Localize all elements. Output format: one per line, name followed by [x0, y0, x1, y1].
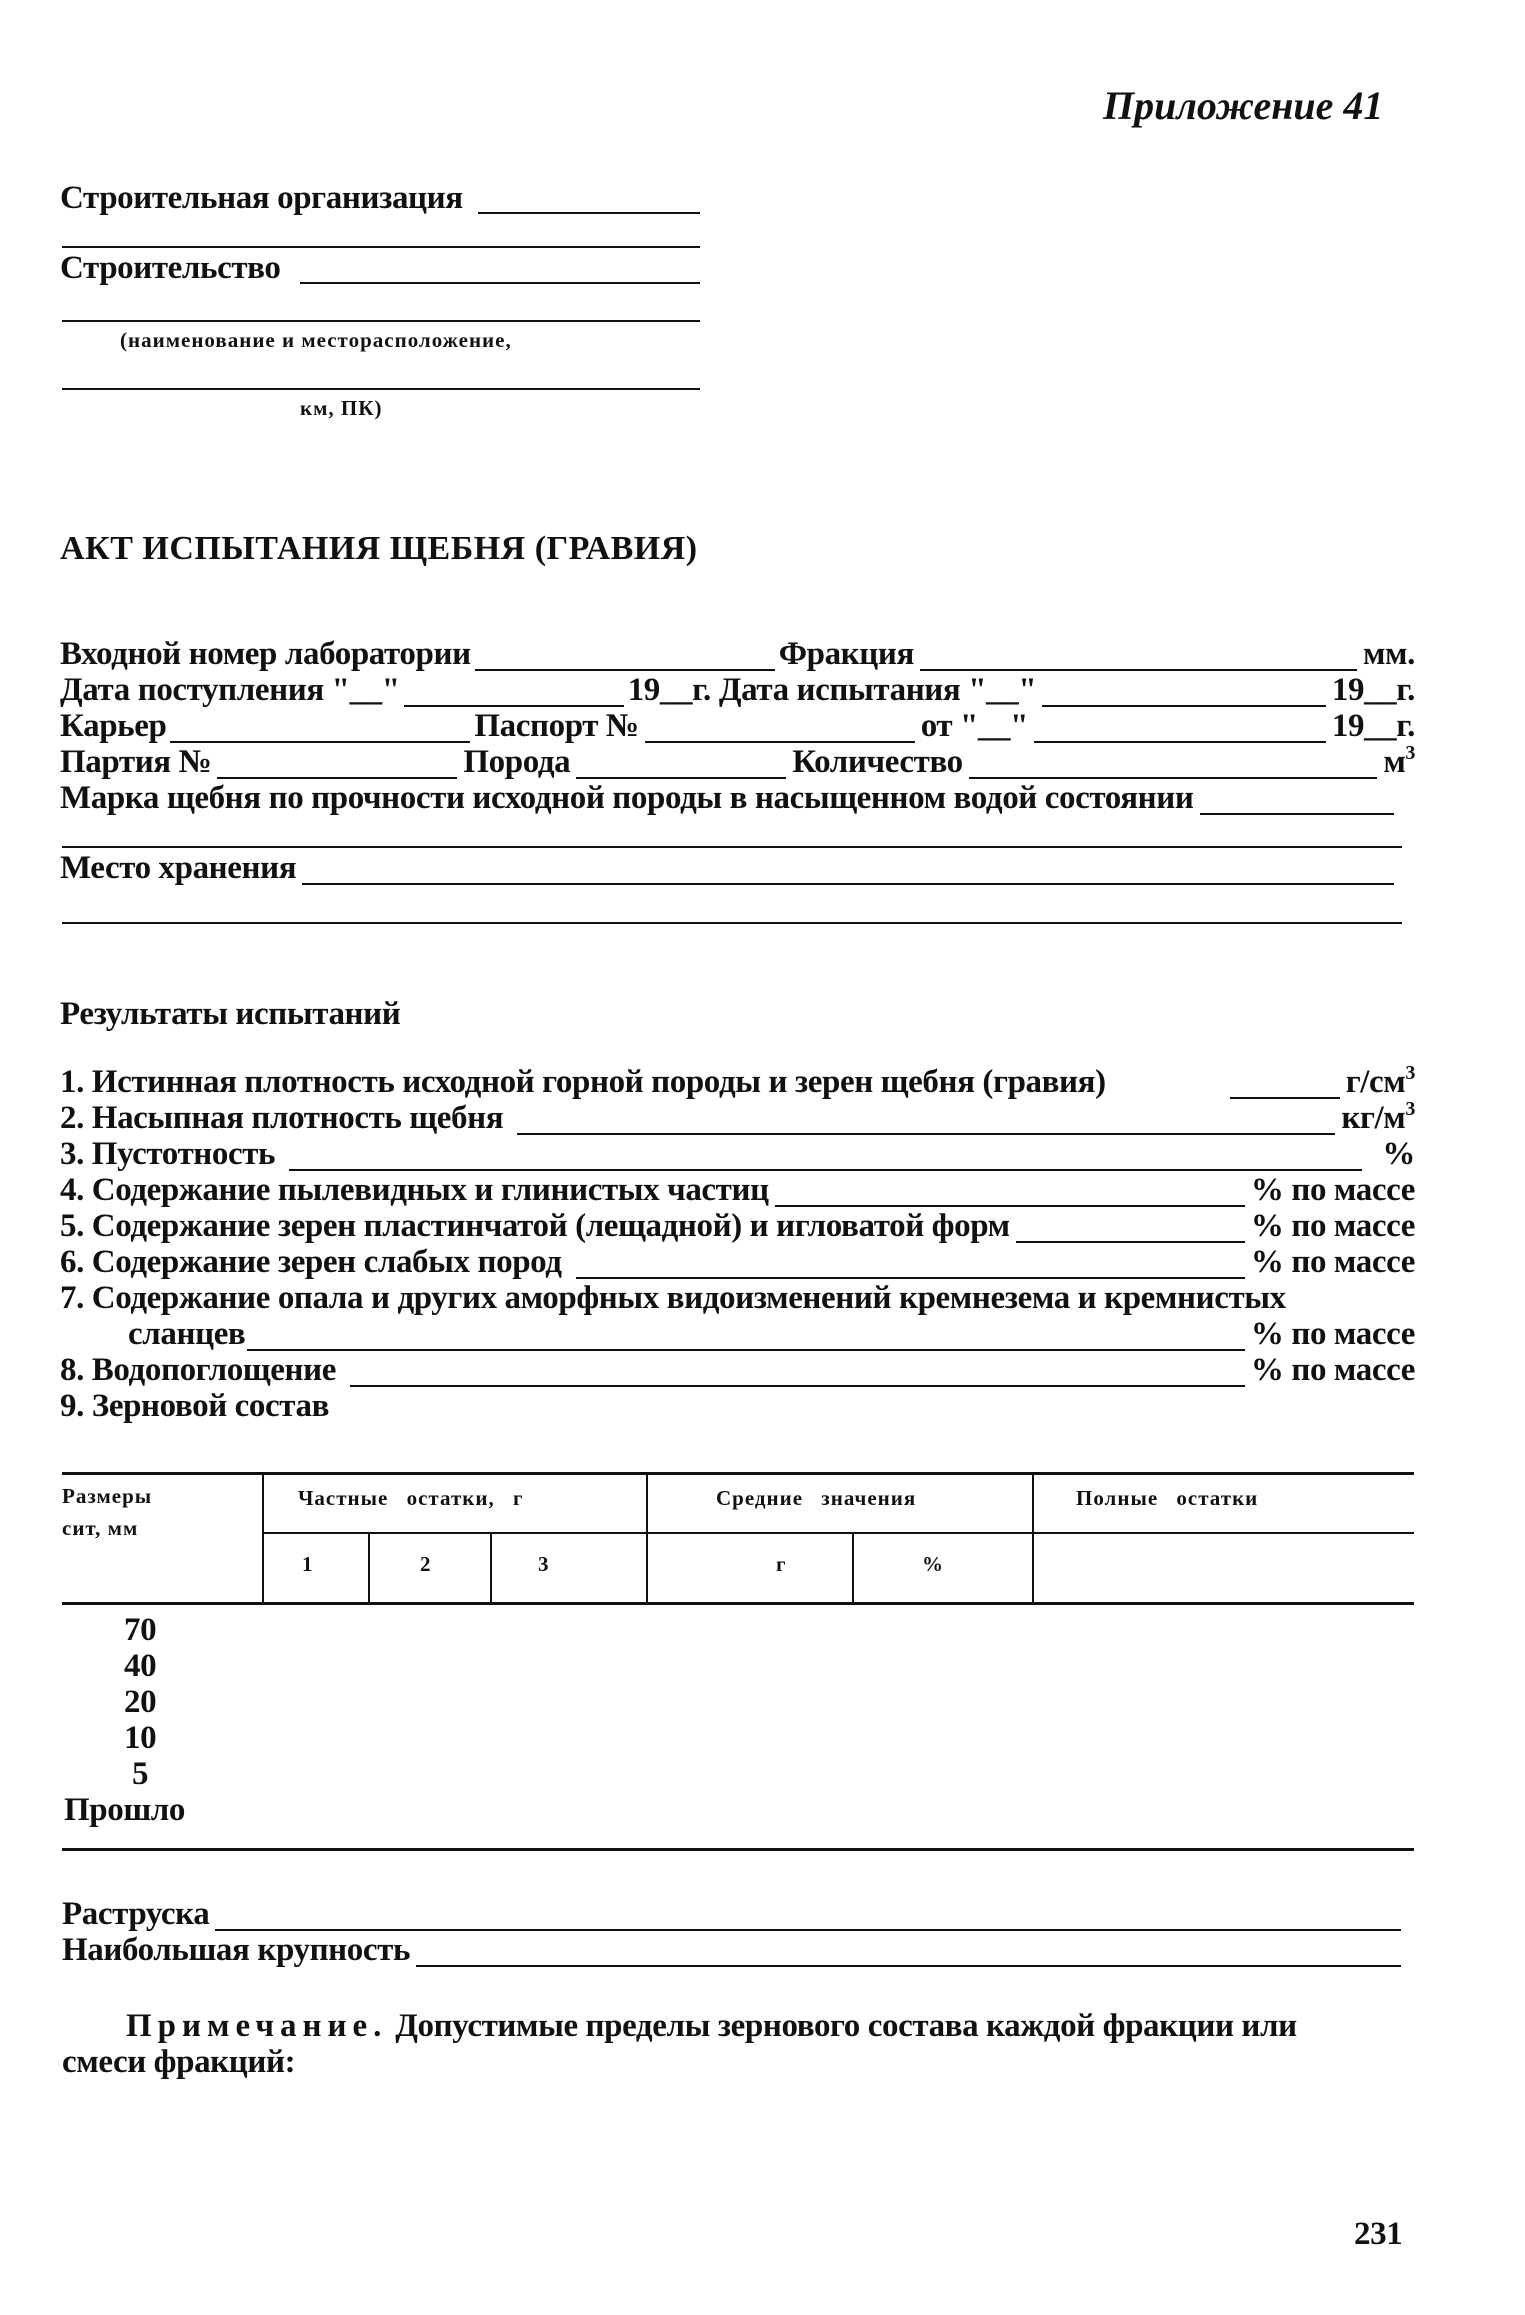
result-item-3-text: 3. Пустотность: [60, 1136, 276, 1172]
result-item-1-line: [1230, 1073, 1340, 1099]
sieve-5: 5: [132, 1756, 149, 1792]
table-vline-3: [1032, 1472, 1034, 1604]
sieve-10: 10: [124, 1720, 157, 1756]
sub-col-g: г: [776, 1552, 787, 1576]
col-sizes-header-2: сит, мм: [62, 1516, 139, 1540]
from-line: [1034, 715, 1326, 743]
field-row-grade: [60, 782, 1400, 815]
table-bottom-rule: [62, 1602, 1414, 1605]
col-mean-header: Средние значения: [716, 1486, 917, 1510]
field-row-storage: [60, 852, 1400, 885]
passport-year: 19__г.: [1331, 708, 1415, 744]
receipt-year: 19__г.: [627, 672, 711, 708]
document-title: АКТ ИСПЫТАНИЯ ЩЕБНЯ (ГРАВИЯ): [60, 530, 698, 567]
result-item-6: [60, 1246, 1415, 1279]
result-item-7b-line: [247, 1323, 1245, 1351]
result-item-8: [60, 1354, 1415, 1387]
result-item-7-text: 7. Содержание опала и других аморфных видоизменений кремнезема и кремнистых: [60, 1280, 1286, 1316]
quarry-label: Карьер: [60, 708, 167, 744]
result-item-2-text: 2. Насыпная плотность щебня: [60, 1100, 504, 1136]
sieve-40: 40: [124, 1648, 157, 1684]
lab-number-line: [475, 645, 775, 671]
table-vline-5: [490, 1532, 492, 1604]
storage-line: [302, 857, 1394, 885]
batch-line: [217, 753, 457, 779]
result-item-7b-text: сланцев: [128, 1316, 246, 1352]
note-text-1: Допустимые пределы зернового состава каждой фракции или: [395, 2008, 1297, 2044]
col-partial-header: Частные остатки, г: [298, 1486, 524, 1510]
result-item-9-text: 9. Зерновой состав: [60, 1388, 329, 1424]
sub-col-pct: %: [922, 1552, 944, 1576]
sieve-70: 70: [124, 1612, 157, 1648]
fraction-label: Фракция: [778, 636, 914, 672]
table-vline-1: [262, 1472, 264, 1604]
note-line-1: [126, 2010, 1297, 2043]
field-row-razruska: [62, 1898, 1407, 1931]
construction-caption-2: км, ПК): [300, 396, 383, 420]
max-size-label: Наибольшая крупность: [62, 1932, 411, 1968]
m3-unit: $м^3$: [1383, 742, 1415, 780]
storage-label: Место хранения: [60, 850, 297, 886]
test-date-label: Дата испытания "__": [718, 672, 1037, 708]
field-row-lab: [60, 638, 1415, 671]
result-item-7b-unit: % по массе: [1250, 1316, 1415, 1352]
sieve-passed: Прошло: [64, 1792, 185, 1828]
grade-line: [1200, 787, 1395, 815]
passport-label: Паспорт №: [474, 708, 639, 744]
max-size-line: [416, 1939, 1401, 1967]
field-row-max-size: [62, 1934, 1407, 1967]
construction-label: Строительство: [60, 250, 281, 286]
col-sizes-header-1: Размеры: [62, 1484, 153, 1508]
construction-line-2: [62, 320, 700, 322]
table-top-rule: [62, 1472, 1414, 1475]
construction-line-3: [62, 388, 700, 390]
result-item-8-text: 8. Водопоглощение: [60, 1352, 336, 1388]
result-item-8-line: [350, 1359, 1245, 1387]
organization-label: Строительная организация: [60, 180, 463, 216]
construction-caption-1: (наименование и месторасположение,: [120, 328, 512, 352]
test-year: 19__г.: [1331, 672, 1415, 708]
sieve-20: 20: [124, 1684, 157, 1720]
result-item-5-text: 5. Содержание зерен пластинчатой (лещадной) и игловатой форм: [60, 1208, 1010, 1244]
table-end-rule: [62, 1848, 1414, 1851]
result-item-4: [60, 1174, 1415, 1207]
quantity-line: [969, 751, 1378, 779]
rock-label: Порода: [463, 744, 571, 780]
receipt-date-label: Дата поступления "__": [60, 672, 400, 708]
rock-line: [576, 753, 786, 779]
mm-unit: мм.: [1362, 636, 1415, 672]
storage-line-2: [62, 922, 1402, 924]
passport-line: [645, 717, 915, 743]
table-vline-4: [368, 1532, 370, 1604]
grade-label: Марка щебня по прочности исходной породы в насыщенном водой состоянии: [60, 780, 1194, 816]
organization-line-2: [62, 246, 700, 248]
fraction-line: [920, 643, 1357, 671]
page-number: 231: [1354, 2216, 1403, 2252]
test-date-line: [1042, 679, 1326, 707]
quantity-label: Количество: [792, 744, 963, 780]
result-item-2: [60, 1098, 1415, 1136]
results-heading: Результаты испытаний: [60, 996, 401, 1032]
table-vline-6: [852, 1532, 854, 1604]
field-row-dates: [60, 674, 1415, 707]
from-label: от "__": [920, 708, 1029, 744]
grade-line-2: [62, 846, 1402, 848]
receipt-date-line: [404, 681, 624, 707]
result-item-6-text: 6. Содержание зерен слабых пород: [60, 1244, 562, 1280]
sub-col-2: 2: [420, 1552, 432, 1576]
table-vline-2: [646, 1472, 648, 1604]
batch-label: Партия №: [60, 744, 212, 780]
note-line-2: смеси фракций:: [62, 2044, 296, 2080]
result-item-3-unit: %: [1382, 1136, 1415, 1172]
col-full-header: Полные остатки: [1076, 1486, 1259, 1510]
lab-number-label: Входной номер лаборатории: [60, 636, 471, 672]
result-item-4-text: 4. Содержание пылевидных и глинистых частиц: [60, 1172, 769, 1208]
result-item-5-line: [1016, 1215, 1245, 1243]
result-item-2-line: [517, 1107, 1335, 1135]
result-item-6-unit: % по массе: [1250, 1244, 1415, 1280]
razruska-label: Раструска: [62, 1896, 210, 1932]
result-item-2-unit: $кг/м^3$: [1341, 1098, 1415, 1136]
quarry-line: [170, 717, 470, 743]
sub-col-1: 1: [302, 1552, 314, 1576]
result-item-9: [60, 1390, 1415, 1423]
appendix-label: Приложение 41: [1103, 83, 1384, 128]
result-item-5: [60, 1210, 1415, 1243]
construction-line: [300, 282, 700, 284]
result-item-3: [60, 1138, 1415, 1171]
result-item-5-unit: % по массе: [1250, 1208, 1415, 1244]
result-item-1-text: 1. Истинная плотность исходной горной породы и зерен щебня (гравия): [60, 1064, 1106, 1100]
result-item-3-line: [289, 1143, 1362, 1171]
note-label: Примечание.: [126, 2008, 388, 2044]
table-mid-rule: [264, 1532, 1414, 1534]
result-item-8-unit: % по массе: [1250, 1352, 1415, 1388]
organization-line: [478, 212, 700, 214]
result-item-4-unit: % по массе: [1250, 1172, 1415, 1208]
field-row-quarry: [60, 710, 1415, 743]
result-item-1: [60, 1062, 1415, 1100]
result-item-4-line: [775, 1179, 1245, 1207]
result-item-7: [60, 1282, 1415, 1315]
result-item-7b: [128, 1318, 1415, 1351]
field-row-batch: [60, 742, 1415, 780]
result-item-6-line: [576, 1251, 1245, 1279]
razruska-line: [215, 1903, 1401, 1931]
result-item-1-unit: $г/см^3$: [1345, 1062, 1415, 1100]
sub-col-3: 3: [538, 1552, 550, 1576]
